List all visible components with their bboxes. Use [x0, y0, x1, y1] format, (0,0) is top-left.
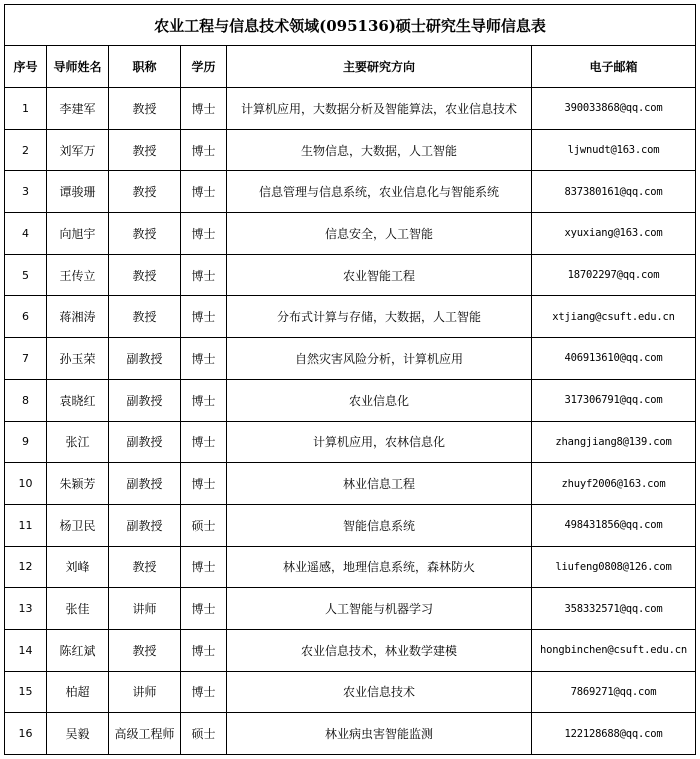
cell-degree: 硕士	[181, 713, 227, 755]
cell-research-direction: 生物信息，大数据，人工智能	[227, 129, 532, 171]
cell-research-direction: 农业智能工程	[227, 254, 532, 296]
cell-degree: 博士	[181, 671, 227, 713]
cell-research-direction: 分布式计算与存储，大数据，人工智能	[227, 296, 532, 338]
cell-rank: 教授	[109, 296, 181, 338]
cell-advisor-name: 张江	[47, 421, 109, 463]
cell-research-direction: 自然灾害风险分析，计算机应用	[227, 338, 532, 380]
cell-advisor-name: 孙玉荣	[47, 338, 109, 380]
header-name: 导师姓名	[47, 46, 109, 88]
cell-email: 18702297@qq.com	[532, 254, 696, 296]
cell-degree: 博士	[181, 379, 227, 421]
cell-rank: 副教授	[109, 463, 181, 505]
cell-email: 358332571@qq.com	[532, 588, 696, 630]
cell-email: 498431856@qq.com	[532, 504, 696, 546]
header-email: 电子邮箱	[532, 46, 696, 88]
cell-rank: 副教授	[109, 504, 181, 546]
header-rank: 职称	[109, 46, 181, 88]
cell-email: 7869271@qq.com	[532, 671, 696, 713]
cell-email: 837380161@qq.com	[532, 171, 696, 213]
cell-rank: 教授	[109, 213, 181, 255]
cell-research-direction: 计算机应用，大数据分析及智能算法，农业信息技术	[227, 88, 532, 130]
title-row	[5, 5, 696, 46]
cell-degree: 博士	[181, 213, 227, 255]
table-row	[5, 671, 696, 713]
table-row	[5, 171, 696, 213]
cell-research-direction: 信息管理与信息系统，农业信息化与智能系统	[227, 171, 532, 213]
table-title: 农业工程与信息技术领域(095136)硕士研究生导师信息表	[5, 5, 696, 46]
cell-email: 406913610@qq.com	[532, 338, 696, 380]
cell-no: 16	[5, 713, 47, 755]
cell-email: liufeng0808@126.com	[532, 546, 696, 588]
cell-research-direction: 人工智能与机器学习	[227, 588, 532, 630]
cell-advisor-name: 袁晓红	[47, 379, 109, 421]
advisor-table	[4, 4, 696, 755]
cell-no: 8	[5, 379, 47, 421]
cell-no: 12	[5, 546, 47, 588]
header-row	[5, 46, 696, 88]
cell-degree: 博士	[181, 254, 227, 296]
cell-degree: 博士	[181, 296, 227, 338]
cell-rank: 教授	[109, 254, 181, 296]
cell-research-direction: 农业信息技术，林业数学建模	[227, 629, 532, 671]
cell-email: hongbinchen@csuft.edu.cn	[532, 629, 696, 671]
cell-advisor-name: 朱颖芳	[47, 463, 109, 505]
cell-rank: 教授	[109, 546, 181, 588]
cell-email: 122128688@qq.com	[532, 713, 696, 755]
cell-advisor-name: 刘军万	[47, 129, 109, 171]
table-row	[5, 588, 696, 630]
cell-no: 7	[5, 338, 47, 380]
cell-research-direction: 农业信息技术	[227, 671, 532, 713]
table-row	[5, 504, 696, 546]
cell-rank: 教授	[109, 171, 181, 213]
cell-advisor-name: 张佳	[47, 588, 109, 630]
cell-degree: 博士	[181, 546, 227, 588]
cell-degree: 博士	[181, 421, 227, 463]
table-row	[5, 338, 696, 380]
cell-email: zhangjiang8@139.com	[532, 421, 696, 463]
cell-rank: 副教授	[109, 421, 181, 463]
table-row	[5, 546, 696, 588]
cell-no: 9	[5, 421, 47, 463]
cell-advisor-name: 刘峰	[47, 546, 109, 588]
table-row	[5, 379, 696, 421]
header-no: 序号	[5, 46, 47, 88]
cell-rank: 副教授	[109, 379, 181, 421]
cell-rank: 教授	[109, 629, 181, 671]
cell-degree: 博士	[181, 338, 227, 380]
cell-no: 1	[5, 88, 47, 130]
cell-research-direction: 林业病虫害智能监测	[227, 713, 532, 755]
table-row	[5, 254, 696, 296]
cell-advisor-name: 柏超	[47, 671, 109, 713]
cell-research-direction: 农业信息化	[227, 379, 532, 421]
cell-research-direction: 计算机应用，农林信息化	[227, 421, 532, 463]
cell-email: 390033868@qq.com	[532, 88, 696, 130]
header-research: 主要研究方向	[227, 46, 532, 88]
table-row	[5, 421, 696, 463]
cell-rank: 副教授	[109, 338, 181, 380]
cell-degree: 博士	[181, 588, 227, 630]
cell-no: 13	[5, 588, 47, 630]
cell-degree: 博士	[181, 463, 227, 505]
cell-no: 5	[5, 254, 47, 296]
cell-degree: 博士	[181, 129, 227, 171]
cell-advisor-name: 陈红斌	[47, 629, 109, 671]
cell-rank: 讲师	[109, 671, 181, 713]
cell-rank: 高级工程师	[109, 713, 181, 755]
table-row	[5, 88, 696, 130]
cell-degree: 博士	[181, 629, 227, 671]
table-row	[5, 463, 696, 505]
cell-no: 15	[5, 671, 47, 713]
cell-advisor-name: 向旭宇	[47, 213, 109, 255]
cell-no: 14	[5, 629, 47, 671]
cell-email: zhuyf2006@163.com	[532, 463, 696, 505]
cell-research-direction: 林业遥感，地理信息系统，森林防火	[227, 546, 532, 588]
cell-degree: 硕士	[181, 504, 227, 546]
cell-rank: 教授	[109, 88, 181, 130]
cell-degree: 博士	[181, 88, 227, 130]
table-row	[5, 129, 696, 171]
cell-no: 11	[5, 504, 47, 546]
cell-advisor-name: 李建军	[47, 88, 109, 130]
cell-research-direction: 信息安全，人工智能	[227, 213, 532, 255]
table-row	[5, 213, 696, 255]
cell-email: xtjiang@csuft.edu.cn	[532, 296, 696, 338]
cell-no: 4	[5, 213, 47, 255]
cell-no: 2	[5, 129, 47, 171]
cell-no: 3	[5, 171, 47, 213]
cell-no: 6	[5, 296, 47, 338]
cell-advisor-name: 谭骏珊	[47, 171, 109, 213]
cell-rank: 教授	[109, 129, 181, 171]
cell-advisor-name: 吴毅	[47, 713, 109, 755]
table-row	[5, 713, 696, 755]
cell-rank: 讲师	[109, 588, 181, 630]
cell-research-direction: 智能信息系统	[227, 504, 532, 546]
table-row	[5, 629, 696, 671]
cell-advisor-name: 蒋湘涛	[47, 296, 109, 338]
cell-email: 317306791@qq.com	[532, 379, 696, 421]
cell-degree: 博士	[181, 171, 227, 213]
header-degree: 学历	[181, 46, 227, 88]
cell-no: 10	[5, 463, 47, 505]
cell-research-direction: 林业信息工程	[227, 463, 532, 505]
cell-email: xyuxiang@163.com	[532, 213, 696, 255]
table-row	[5, 296, 696, 338]
cell-advisor-name: 杨卫民	[47, 504, 109, 546]
cell-email: ljwnudt@163.com	[532, 129, 696, 171]
cell-advisor-name: 王传立	[47, 254, 109, 296]
